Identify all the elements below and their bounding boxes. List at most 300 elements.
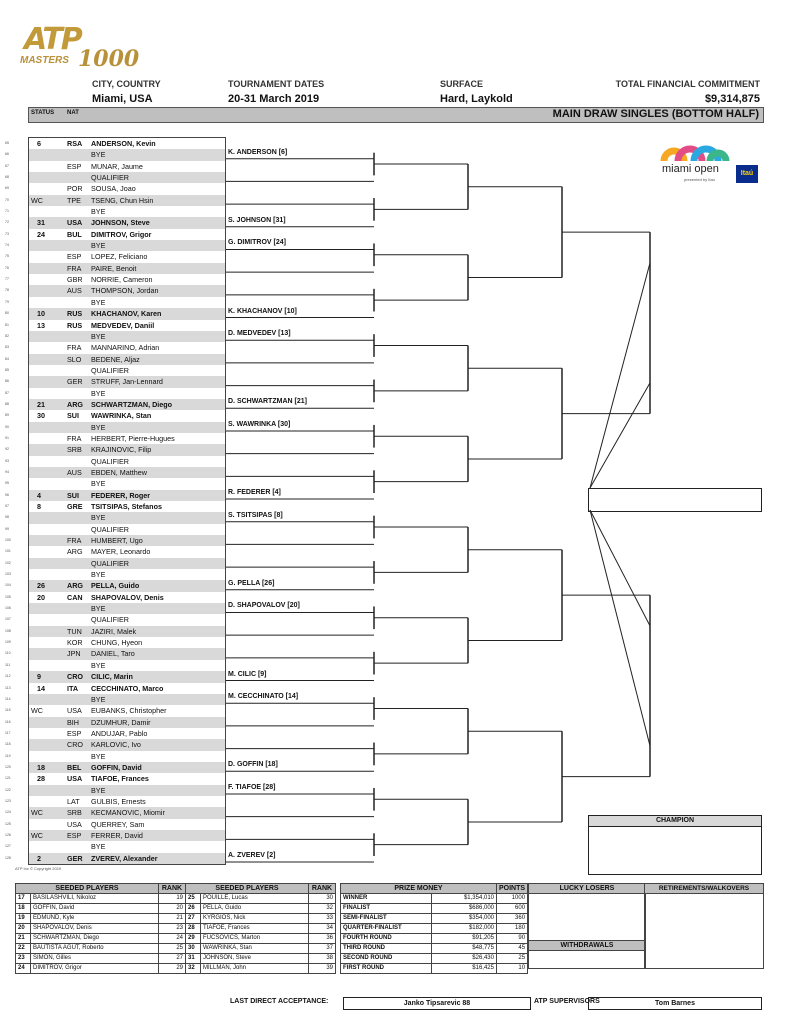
draw-position-number: 95 (5, 481, 9, 486)
player-name: BYE (91, 150, 106, 160)
seed-number: 23 (16, 954, 31, 964)
bracket-line (590, 383, 650, 488)
seed-number: 2 (37, 853, 41, 863)
player-name: BYE (91, 660, 106, 670)
draw-position-number: 73 (5, 231, 9, 236)
player-name: PAIRE, Benoit (91, 263, 137, 273)
player-name: MAYER, Leonardo (91, 547, 151, 557)
lda-label: LAST DIRECT ACCEPTANCE: (230, 998, 329, 1005)
prize-money: $1,354,010 (432, 894, 497, 904)
player-name: NORRIE, Cameron (91, 275, 153, 285)
points-header: POINTS (497, 884, 528, 894)
player-name: SHAPOVALOV, Denis (91, 592, 164, 602)
seeded-player-name: PELLA, Guido (201, 904, 309, 914)
draw-position-number: 66 (5, 152, 9, 157)
seeded-row (16, 944, 336, 954)
player-name: HUMBERT, Ugo (91, 536, 143, 546)
player-name: TIAFOE, Frances (91, 774, 149, 784)
round2-name: F. TIAFOE [28] (228, 783, 276, 791)
player-name: GOFFIN, David (91, 762, 142, 772)
draw-position-number: 83 (5, 345, 9, 350)
player-nationality: CRO (67, 672, 83, 682)
draw-position-number: 123 (5, 798, 11, 803)
seed-number: 19 (16, 914, 31, 924)
player-name: BYE (91, 241, 106, 251)
prize-row (341, 924, 528, 934)
draw-position-number: 76 (5, 265, 9, 270)
draw-position-number: 86 (5, 379, 9, 384)
player-nationality: USA (67, 819, 82, 829)
financial-value: $9,314,875 (704, 93, 760, 105)
seed-number: 29 (186, 934, 201, 944)
prize-row (341, 894, 528, 904)
player-name: BYE (91, 331, 106, 341)
player-name: BYE (91, 422, 106, 432)
miami-open-sub: presented by Itaú (684, 177, 715, 182)
player-nationality: SRB (67, 808, 82, 818)
seeded-player-name: POUILLE, Lucas (201, 894, 309, 904)
seeded-player-name: BASILASHVILI, Nikoloz (31, 894, 159, 904)
prize-money: $686,000 (432, 904, 497, 914)
retirements-box (644, 883, 764, 969)
seed-number: 20 (16, 924, 31, 934)
draw-position-number: 79 (5, 299, 9, 304)
seeded-row (16, 964, 336, 974)
player-name: WAWRINKA, Stan (91, 411, 152, 421)
player-name: CHUNG, Hyeon (91, 638, 143, 648)
dates-value: 20-31 March 2019 (228, 93, 320, 105)
round2-name: R. FEDERER [4] (228, 489, 281, 496)
player-nationality: SUI (67, 411, 79, 421)
draw-position-number: 97 (5, 504, 9, 508)
seeded-row (16, 914, 336, 924)
player-nationality: TPE (67, 195, 81, 205)
prize-money: $91,205 (432, 934, 497, 944)
player-name: HERBERT, Pierre-Hugues (91, 433, 175, 443)
draw-position-number: 68 (5, 175, 9, 180)
player-nationality: RUS (67, 309, 83, 319)
round2-name: S. JOHNSON [31] (228, 216, 286, 224)
round2-name: K. ANDERSON [6] (228, 148, 288, 156)
draw-position-number: 69 (5, 186, 9, 191)
player-name: EBDEN, Matthew (91, 467, 147, 477)
seed-number: 25 (186, 894, 201, 904)
nat-column-header: NAT (67, 110, 79, 116)
draw-position-number: 103 (5, 572, 11, 577)
player-name: GULBIS, Ernests (91, 796, 146, 806)
prize-round: THIRD ROUND (341, 944, 432, 954)
seeded-player-name: DIMITROV, Grigor (31, 964, 159, 974)
miami-open-text: miami open (662, 163, 719, 175)
seeded-player-name: SCHWARTZMAN, Diego (31, 934, 159, 944)
prize-round: FIRST ROUND (341, 964, 432, 974)
seed-number: 30 (186, 944, 201, 954)
seed-number: 26 (186, 904, 201, 914)
player-name: KECMANOVIC, Miomir (91, 808, 165, 818)
rank-header-1: RANK (159, 884, 186, 894)
draw-position-number: 92 (5, 447, 9, 452)
prize-points: 180 (497, 924, 528, 934)
seed-number: 31 (186, 954, 201, 964)
player-nationality: ESP (67, 252, 82, 262)
player-name: KHACHANOV, Karen (91, 309, 162, 319)
draw-position-number: 84 (5, 356, 9, 361)
draw-position-number: 112 (5, 674, 11, 679)
prize-money: $354,000 (432, 914, 497, 924)
entry-status: WC (31, 195, 43, 205)
player-name: ANDERSON, Kevin (91, 139, 156, 148)
draw-position-number: 72 (5, 220, 9, 225)
prize-row (341, 944, 528, 954)
player-nationality: JPN (67, 649, 81, 659)
player-nationality: SLO (67, 354, 82, 364)
seeded-rank: 19 (159, 894, 186, 904)
player-name: EUBANKS, Christopher (91, 706, 167, 716)
seeded-rank: 38 (309, 954, 336, 964)
seeded-rank: 24 (159, 934, 186, 944)
seeded-rank: 23 (159, 924, 186, 934)
player-name: DANIEL, Taro (91, 649, 135, 659)
draw-position-number: 124 (5, 810, 11, 815)
player-name: QUALIFIER (91, 365, 129, 375)
lucky-losers-header: LUCKY LOSERS (529, 884, 645, 894)
bracket-line (590, 510, 650, 626)
player-nationality: RSA (67, 139, 83, 148)
player-nationality: RUS (67, 320, 83, 330)
draw-position-number: 111 (5, 662, 11, 667)
seeded-row (16, 954, 336, 964)
draw-position-number: 67 (5, 163, 9, 168)
player-nationality: BUL (67, 229, 82, 239)
draw-position-number: 110 (5, 651, 11, 656)
player-nationality: TUN (67, 626, 82, 636)
player-name: QUALIFIER (91, 524, 129, 534)
seed-number: 27 (186, 914, 201, 924)
seeded-header-2: SEEDED PLAYERS (186, 884, 309, 894)
seeded-rank: 27 (159, 954, 186, 964)
seeded-player-name: KYRGIOS, Nick (201, 914, 309, 924)
final-winner-box (588, 488, 762, 512)
draw-position-number: 109 (5, 640, 11, 645)
supervisors-label: ATP SUPERVISORS (534, 998, 600, 1005)
withdrawals-header: WITHDRAWALS (529, 940, 645, 951)
player-nationality: CAN (67, 592, 83, 602)
player-nationality: FRA (67, 433, 82, 443)
player-name: FERRER, David (91, 830, 143, 840)
round2-name: M. CILIC [9] (228, 670, 267, 678)
player-name: BYE (91, 785, 106, 795)
prize-round: SECOND ROUND (341, 954, 432, 964)
draw-position-number: 77 (5, 277, 9, 282)
player-nationality: POR (67, 184, 83, 194)
player-nationality: ARG (67, 581, 83, 591)
status-column-header: STATUS (31, 110, 55, 116)
draw-position-number: 114 (5, 696, 11, 701)
player-name: BYE (91, 570, 106, 580)
player-name: BYE (91, 604, 106, 614)
player-name: TSENG, Chun Hsin (91, 195, 154, 205)
player-nationality: ITA (67, 683, 79, 693)
player-nationality: AUS (67, 286, 82, 296)
draw-position-number: 70 (5, 197, 9, 202)
seeded-player-name: WAWRINKA, Stan (201, 944, 309, 954)
supervisors-value: Tom Barnes (588, 997, 762, 1010)
player-name: BYE (91, 297, 106, 307)
prize-points: 600 (497, 904, 528, 914)
seeded-rank: 33 (309, 914, 336, 924)
seed-number: 24 (16, 964, 31, 974)
seed-number: 13 (37, 320, 45, 330)
bracket-line (590, 510, 650, 746)
draw-position-number: 96 (5, 492, 9, 497)
player-name: ANDUJAR, Pablo (91, 728, 148, 738)
seed-number: 9 (37, 672, 41, 682)
seed-number: 31 (37, 218, 45, 228)
player-name: QUERREY, Sam (91, 819, 145, 829)
seed-number: 4 (37, 490, 41, 500)
prize-points: 10 (497, 964, 528, 974)
draw-position-number: 98 (5, 515, 9, 520)
draw-position-number: 104 (5, 583, 11, 588)
player-name: SOUSA, Joao (91, 184, 136, 194)
round2-name: K. KHACHANOV [10] (228, 307, 297, 315)
player-nationality: FRA (67, 263, 82, 273)
round2-name: G. DIMITROV [24] (228, 239, 286, 247)
draw-position-number: 118 (5, 742, 11, 747)
round2-name: D. SCHWARTZMAN [21] (228, 398, 307, 406)
seed-number: 22 (16, 944, 31, 954)
seeded-player-name: JOHNSON, Steve (201, 954, 309, 964)
footer-bar (200, 997, 762, 1009)
player-name: BYE (91, 694, 106, 704)
player-name: CECCHINATO, Marco (91, 683, 164, 693)
prize-points: 1000 (497, 894, 528, 904)
seeded-row (16, 924, 336, 934)
player-name: DIMITROV, Grigor (91, 229, 152, 239)
seed-number: 21 (16, 934, 31, 944)
player-name: JOHNSON, Steve (91, 218, 150, 228)
player-nationality: CRO (67, 740, 83, 750)
prize-round: FOURTH ROUND (341, 934, 432, 944)
seed-number: 18 (37, 762, 45, 772)
player-nationality: GER (67, 853, 83, 863)
player-name: FEDERER, Roger (91, 490, 151, 500)
player-name: TSITSIPAS, Stefanos (91, 502, 162, 511)
player-nationality: LAT (67, 796, 80, 806)
player-nationality: KOR (67, 638, 83, 648)
player-name: BYE (91, 207, 106, 217)
dates-label: TOURNAMENT DATES (228, 79, 325, 89)
draw-position-number: 65 (5, 141, 9, 145)
seed-number: 10 (37, 309, 45, 319)
seed-number: 18 (16, 904, 31, 914)
atp-logo-text: ATP (24, 22, 81, 57)
player-name: BYE (91, 842, 106, 852)
prize-row (341, 954, 528, 964)
draw-position-number: 125 (5, 821, 11, 826)
prize-points: 90 (497, 934, 528, 944)
player-name: ZVEREV, Alexander (91, 853, 158, 863)
draw-position-number: 122 (5, 787, 11, 792)
draw-position-number: 81 (5, 322, 9, 327)
prize-row (341, 914, 528, 924)
seed-number: 8 (37, 502, 41, 511)
player-name: MUNAR, Jaume (91, 161, 143, 171)
seed-number: 30 (37, 411, 45, 421)
player-name: DZUMHUR, Damir (91, 717, 151, 727)
1000-logo-text: 1000 (78, 46, 140, 72)
prize-points: 360 (497, 914, 528, 924)
bracket-line (590, 263, 650, 488)
lda-value: Janko Tipsarevic 88 (343, 997, 531, 1010)
surface-label: SURFACE (440, 79, 484, 89)
seeded-row (16, 894, 336, 904)
seeded-rank: 21 (159, 914, 186, 924)
seeded-player-name: FUCSOVICS, Marton (201, 934, 309, 944)
prize-round: WINNER (341, 894, 432, 904)
seeded-row (16, 934, 336, 944)
draw-position-number: 117 (5, 730, 11, 735)
draw-position-number: 88 (5, 401, 9, 406)
round2-name: S. TSITSIPAS [8] (228, 511, 283, 519)
draw-position-number: 107 (5, 617, 11, 622)
city-value: Miami, USA (92, 93, 153, 105)
player-name: QUALIFIER (91, 173, 129, 183)
draw-position-number: 78 (5, 288, 9, 293)
player-name: THOMPSON, Jordan (91, 286, 159, 296)
player-nationality: ARG (67, 399, 83, 409)
player-name: QUALIFIER (91, 456, 129, 466)
draw-position-number: 90 (5, 424, 9, 429)
entry-status: WC (31, 830, 43, 840)
itau-badge: Itaú (736, 165, 758, 183)
seeded-rank: 29 (159, 964, 186, 974)
player-nationality: USA (67, 774, 83, 784)
draw-position-number: 116 (5, 719, 11, 724)
seed-number: 24 (37, 229, 45, 239)
surface-value: Hard, Laykold (440, 93, 513, 105)
seeded-player-name: SIMON, Gilles (31, 954, 159, 964)
draw-position-number: 105 (5, 594, 11, 599)
prize-row (341, 934, 528, 944)
player-name: SCHWARTZMAN, Diego (91, 399, 173, 409)
player-name: BYE (91, 388, 106, 398)
seeded-row (16, 904, 336, 914)
player-nationality: AUS (67, 467, 82, 477)
player-name: PELLA, Guido (91, 581, 140, 591)
seed-number: 21 (37, 399, 45, 409)
player-nationality: BIH (67, 717, 79, 727)
draw-position-number: 108 (5, 628, 11, 633)
prize-row (341, 964, 528, 974)
round2-name: D. MEDVEDEV [13] (228, 330, 291, 338)
seed-number: 17 (16, 894, 31, 904)
round2-name: A. ZVEREV [2] (228, 852, 276, 859)
financial-label: TOTAL FINANCIAL COMMITMENT (615, 79, 760, 89)
round2-name: D. GOFFIN [18] (228, 761, 278, 769)
prize-points: 45 (497, 944, 528, 954)
prize-points: 25 (497, 954, 528, 964)
seeded-rank: 39 (309, 964, 336, 974)
seeded-rank: 37 (309, 944, 336, 954)
seed-number: 28 (37, 774, 45, 784)
seeded-player-name: TIAFOE, Frances (201, 924, 309, 934)
draw-position-number: 91 (5, 435, 9, 440)
round2-name: S. WAWRINKA [30] (228, 420, 291, 428)
copyright: ATP Inc © Copyright 2019 (15, 866, 62, 871)
player-name: BYE (91, 479, 106, 489)
seeded-rank: 36 (309, 934, 336, 944)
draw-position-number: 119 (5, 753, 11, 758)
draw-position-number: 82 (5, 333, 9, 338)
draw-position-number: 99 (5, 526, 9, 531)
draw-position-number: 115 (5, 708, 11, 713)
seed-number: 6 (37, 139, 41, 148)
draw-position-number: 74 (5, 243, 9, 248)
player-nationality: ESP (67, 830, 82, 840)
prize-round: FINALIST (341, 904, 432, 914)
player-nationality: ARG (67, 547, 83, 557)
player-name: KRAJINOVIC, Filip (91, 445, 152, 455)
draw-position-number: 120 (5, 764, 11, 769)
rank-header-2: RANK (309, 884, 336, 894)
draw-position-number: 106 (5, 606, 11, 611)
seed-number: 28 (186, 924, 201, 934)
seeded-rank: 32 (309, 904, 336, 914)
retirements-header: RETIREMENTS/WALKOVERS (645, 884, 763, 894)
seeded-player-name: MILLMAN, John (201, 964, 309, 974)
seeded-rank: 20 (159, 904, 186, 914)
seed-number: 14 (37, 683, 45, 693)
draw-position-number: 102 (5, 560, 11, 565)
prize-money-table (340, 883, 528, 974)
prize-round: SEMI-FINALIST (341, 914, 432, 924)
seeded-rank: 25 (159, 944, 186, 954)
draw-position-number: 101 (5, 549, 11, 554)
draw-position-number: 100 (5, 538, 11, 543)
player-nationality: GER (67, 377, 83, 387)
player-nationality: FRA (67, 343, 82, 353)
seeded-player-name: GOFFIN, David (31, 904, 159, 914)
player-name: CILIC, Marin (91, 672, 133, 682)
player-name: LOPEZ, Feliciano (91, 252, 148, 262)
seed-number: 32 (186, 964, 201, 974)
seeded-player-name: EDMUND, Kyle (31, 914, 159, 924)
seeded-rank: 34 (309, 924, 336, 934)
draw-position-number: 93 (5, 458, 9, 463)
seeded-player-name: SHAPOVALOV, Denis (31, 924, 159, 934)
player-name: MANNARINO, Adrian (91, 343, 160, 353)
masters-logo-text: MASTERS (20, 55, 69, 66)
draw-title: MAIN DRAW SINGLES (BOTTOM HALF) (552, 108, 759, 120)
player-nationality: FRA (67, 536, 82, 546)
draw-position-number: 121 (5, 776, 11, 781)
player-nationality: GBR (67, 275, 83, 285)
player-nationality: SUI (67, 490, 79, 500)
player-nationality: SRB (67, 445, 82, 455)
champion-box (588, 815, 762, 875)
draw-position-number: 80 (5, 311, 9, 316)
draw-position-number: 85 (5, 367, 9, 372)
draw-position-number: 127 (5, 844, 11, 849)
city-label: CITY, COUNTRY (92, 79, 161, 89)
player-name: QUALIFIER (91, 558, 129, 568)
player-nationality: ESP (67, 728, 82, 738)
draw-position-number: 128 (5, 855, 11, 860)
draw-position-number: 87 (5, 390, 9, 395)
player-nationality: GRE (67, 502, 83, 511)
round2-name: G. PELLA [26] (228, 579, 275, 587)
